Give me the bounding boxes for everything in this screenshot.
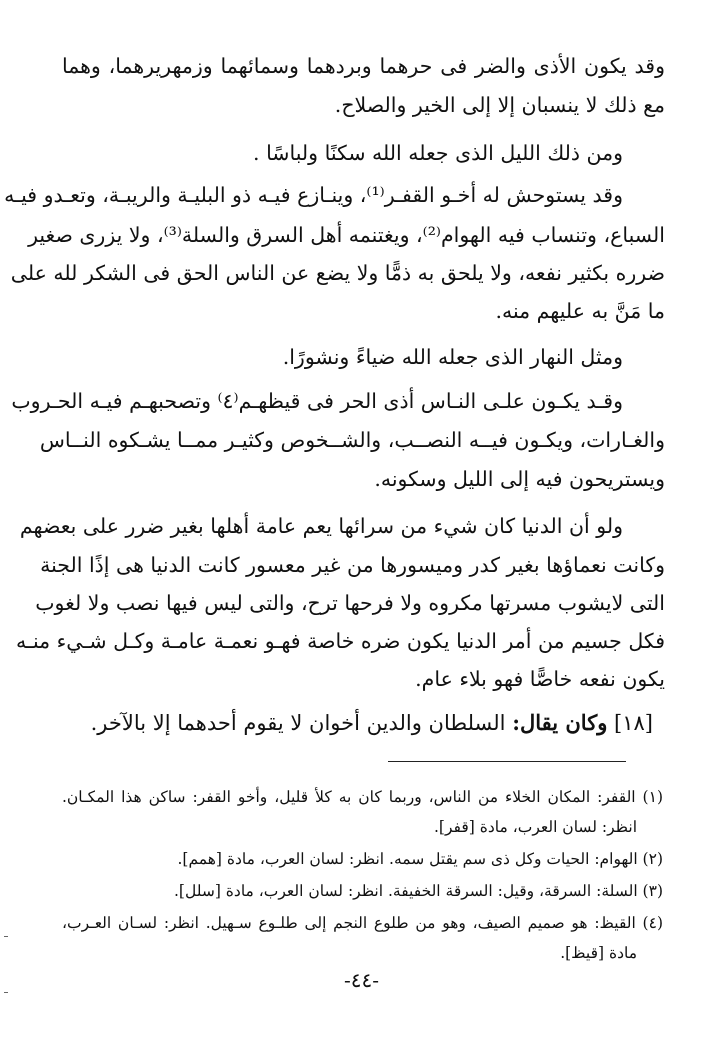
footnote-1-cont: انظر: لسان العرب، مادة [قفر].	[434, 818, 637, 836]
footnote-2: (٢) الهوام: الحيات وكل ذى سم يقتل سمه. انظر: لسان العرب، مادة [همم].	[177, 850, 663, 868]
footnote-4-cont: مادة [قيظ].	[560, 944, 637, 962]
body-line-4: وقد يستوحش له أخـو القفـر⁽¹⁾، وينـازع فيـه ذو البليـة والريبـة، وتعـدو فيـه	[4, 183, 623, 207]
margin-mark	[4, 936, 8, 937]
body-line-11: ويستريحون فيه إلى الليل وسكونه.	[374, 467, 665, 491]
body-line-1: وقد يكون الأذى والضر فى حرهما وبردهما وسمائهما وزمهريرهما، وهما	[62, 54, 665, 78]
body-line-5: السباع، وتنساب فيه الهوام⁽²⁾، ويغتنمه أهل السرق والسلة⁽³⁾، ولا يزرى صغير	[28, 223, 665, 247]
section-text: السلطان والدين أخوان لا يقوم أحدهما إلا بالآخر.	[90, 711, 506, 735]
body-line-10: والغـارات، ويكـون فيــه النصــب، والشــخوص وكثيـر ممــا يشـكوه النــاس	[39, 428, 665, 452]
body-line-16: يكون نفعه خاصًّا فهو بلاء عام.	[415, 667, 665, 691]
footnote-1: (١) القفر: المكان الخلاء من الناس، وربما كان به كلأ قليل، وأخو القفر: ساكن هذا المكـان.	[62, 788, 663, 806]
body-line-8: ومثل النهار الذى جعله الله ضياءً ونشورًا.	[282, 345, 623, 369]
body-line-12: ولو أن الدنيا كان شيء من سرائها يعم عامة أهلها بغير ضرر على بعضهم	[19, 514, 623, 538]
margin-mark	[4, 992, 8, 993]
section-label: وكان يقال:	[512, 710, 608, 735]
footnote-4: (٤) القيظ: هو صميم الصيف، وهو من طلوع النجم إلى طلـوع سـهيل. انظر: لسـان العـرب،	[62, 914, 663, 932]
section-number: [١٨]	[614, 711, 653, 735]
section-heading	[62, 706, 653, 740]
footnote-3: (٣) السلة: السرقة، وقيل: السرقة الخفيفة. انظر: لسان العرب، مادة [سلل].	[174, 882, 663, 900]
body-line-3: ومن ذلك الليل الذى جعله الله سكنًا ولباسًا .	[253, 141, 623, 165]
body-line-6: ضرره بكثير نفعه، ولا يلحق به ذمًّا ولا يضع عن الناس الحق فى الشكر لله على	[10, 261, 665, 285]
body-line-7: ما مَنَّ به عليهم منه.	[495, 299, 665, 323]
page-number: -٤٤-	[343, 968, 379, 992]
footnote-separator	[388, 761, 626, 762]
body-line-14: التى لايشوب مسرتها مكروه ولا فرحها ترح، والتى ليس فيها نصب ولا لغوب	[35, 591, 665, 615]
body-line-9: وقـد يكـون علـى النـاس أذى الحر فى قيظهـم⁽٤⁾ وتصحبهـم فيـه الحـروب	[11, 389, 623, 413]
body-line-15: فكل جسيم من أمر الدنيا يكون ضره خاصة فهـو نعمـة عامـة وكـل شـيء منـه	[15, 629, 665, 653]
body-line-2: مع ذلك لا ينسبان إلا إلى الخير والصلاح.	[334, 93, 665, 117]
body-line-13: وكانت نعماؤها بغير كدر وميسورها من غير معسور كانت الدنيا هى إذًا الجنة	[40, 553, 665, 577]
